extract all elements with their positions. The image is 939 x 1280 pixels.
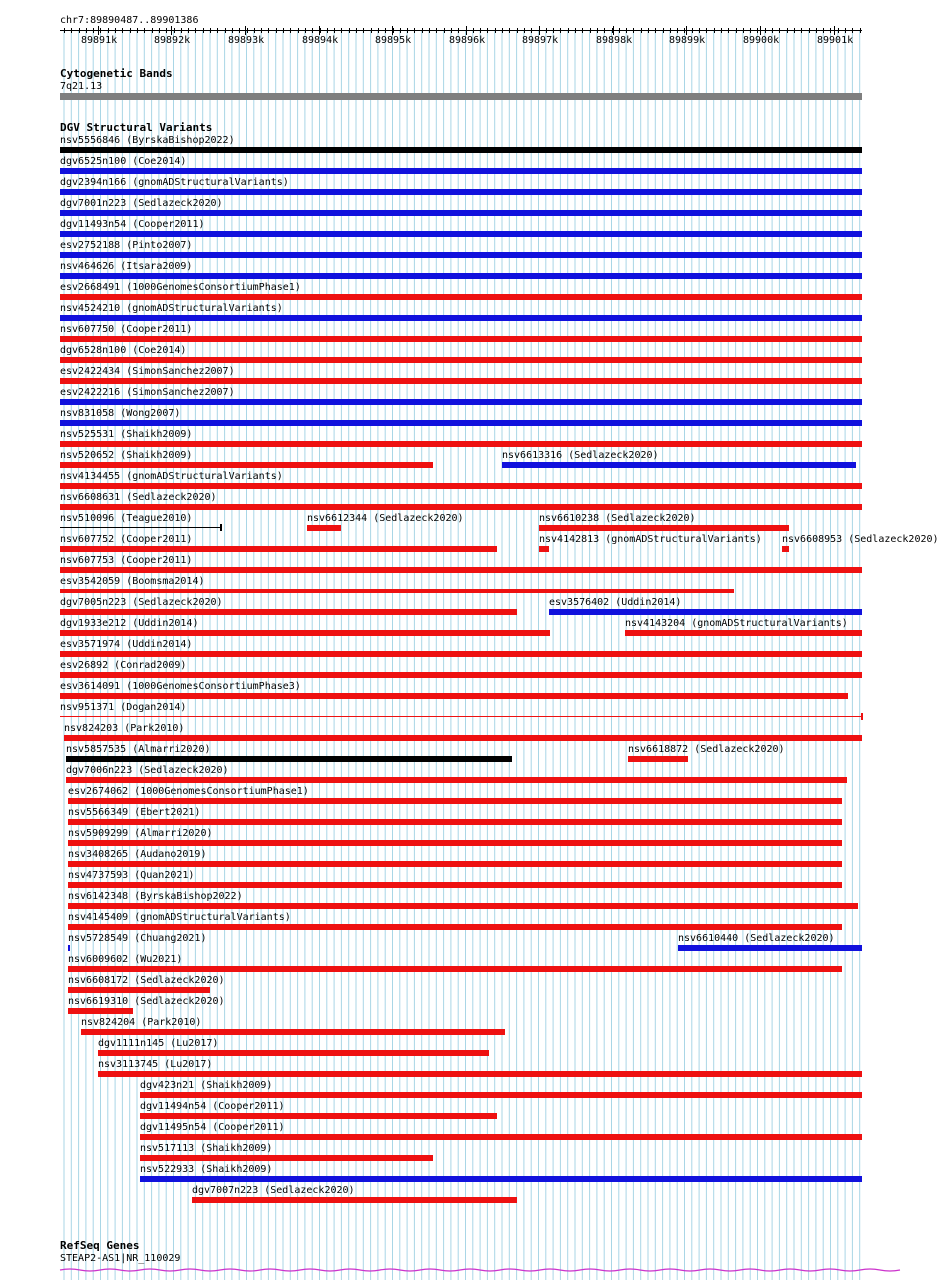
ruler-tick-label: 89901k: [817, 35, 854, 46]
feature-label[interactable]: nsv5857535 (Almarri2020): [66, 744, 211, 755]
ruler-tick-label: 89895k: [375, 35, 412, 46]
feature-label[interactable]: nsv6608631 (Sedlazeck2020): [60, 492, 217, 503]
feature-label[interactable]: nsv951371 (Dogan2014): [60, 702, 187, 713]
refseq-gene-line: [60, 1269, 900, 1271]
feature-label[interactable]: dgv7006n223 (Sedlazeck2020): [66, 765, 229, 776]
feature-label[interactable]: nsv3113745 (Lu2017): [98, 1059, 213, 1070]
feature-label[interactable]: nsv464626 (Itsara2009): [60, 261, 193, 272]
feature-label[interactable]: nsv6619310 (Sedlazeck2020): [68, 996, 225, 1007]
feature-label[interactable]: nsv510096 (Teague2010): [60, 513, 193, 524]
feature-label[interactable]: nsv6612344 (Sedlazeck2020): [307, 513, 464, 524]
feature-label[interactable]: esv2674062 (1000GenomesConsortiumPhase1): [68, 786, 309, 797]
feature-label[interactable]: esv3571974 (Uddin2014): [60, 639, 193, 650]
feature-label[interactable]: nsv4524210 (gnomADStructuralVariants): [60, 303, 283, 314]
feature-label[interactable]: nsv5909299 (Almarri2020): [68, 828, 213, 839]
feature-label[interactable]: esv2422434 (SimonSanchez2007): [60, 366, 235, 377]
feature-label[interactable]: nsv4134455 (gnomADStructuralVariants): [60, 471, 283, 482]
feature-label[interactable]: nsv520652 (Shaikh2009): [60, 450, 193, 461]
feature-label[interactable]: dgv11493n54 (Cooper2011): [60, 219, 205, 230]
feature-label[interactable]: nsv522933 (Shaikh2009): [140, 1164, 273, 1175]
feature-label[interactable]: nsv5566349 (Ebert2021): [68, 807, 201, 818]
feature-label[interactable]: esv2422216 (SimonSanchez2007): [60, 387, 235, 398]
feature-label[interactable]: nsv607752 (Cooper2011): [60, 534, 193, 545]
feature-label[interactable]: esv3576402 (Uddin2014): [549, 597, 682, 608]
feature-label[interactable]: nsv6610238 (Sedlazeck2020): [539, 513, 696, 524]
feature-label[interactable]: nsv6608953 (Sedlazeck2020): [782, 534, 939, 545]
refseq-track-title: RefSeq Genes: [60, 1239, 140, 1252]
feature-label[interactable]: nsv607750 (Cooper2011): [60, 324, 193, 335]
ruler-tick-label: 89894k: [302, 35, 339, 46]
feature-label[interactable]: nsv525531 (Shaikh2009): [60, 429, 193, 440]
feature-label[interactable]: nsv831058 (Wong2007): [60, 408, 181, 419]
ruler-tick-label: 89898k: [596, 35, 633, 46]
dgv-track-title: DGV Structural Variants: [60, 121, 213, 134]
ruler-tick-label: 89893k: [228, 35, 265, 46]
feature-label[interactable]: nsv824204 (Park2010): [81, 1017, 202, 1028]
feature-label[interactable]: dgv7001n223 (Sedlazeck2020): [60, 198, 223, 209]
feature-label[interactable]: esv26892 (Conrad2009): [60, 660, 187, 671]
feature-label[interactable]: dgv6528n100 (Coe2014): [60, 345, 187, 356]
feature-label[interactable]: nsv6142348 (ByrskaBishop2022): [68, 891, 243, 902]
feature-label[interactable]: dgv423n21 (Shaikh2009): [140, 1080, 273, 1091]
feature-label[interactable]: dgv11495n54 (Cooper2011): [140, 1122, 285, 1133]
feature-label[interactable]: esv3614091 (1000GenomesConsortiumPhase3): [60, 681, 301, 692]
feature-label[interactable]: nsv4142813 (gnomADStructuralVariants): [539, 534, 762, 545]
feature-label[interactable]: esv3542059 (Boomsma2014): [60, 576, 205, 587]
cytoband-label: 7q21.13: [60, 81, 103, 92]
feature-label[interactable]: nsv4145409 (gnomADStructuralVariants): [68, 912, 291, 923]
feature-label[interactable]: dgv7007n223 (Sedlazeck2020): [192, 1185, 355, 1196]
ruler-tick-label: 89900k: [743, 35, 780, 46]
feature-label[interactable]: dgv6525n100 (Coe2014): [60, 156, 187, 167]
ruler-tick-label: 89897k: [522, 35, 559, 46]
ruler-tick-label: 89896k: [449, 35, 486, 46]
feature-label[interactable]: nsv6608172 (Sedlazeck2020): [68, 975, 225, 986]
feature-label[interactable]: nsv6009602 (Wu2021): [68, 954, 183, 965]
feature-label[interactable]: esv2668491 (1000GenomesConsortiumPhase1): [60, 282, 301, 293]
feature-label[interactable]: nsv6610440 (Sedlazeck2020): [678, 933, 835, 944]
cytoband-track-title: Cytogenetic Bands: [60, 67, 173, 80]
feature-label[interactable]: nsv824203 (Park2010): [64, 723, 185, 734]
feature-label[interactable]: dgv11494n54 (Cooper2011): [140, 1101, 285, 1112]
feature-label[interactable]: dgv1111n145 (Lu2017): [98, 1038, 219, 1049]
feature-label[interactable]: dgv1933e212 (Uddin2014): [60, 618, 199, 629]
refseq-gene-label[interactable]: STEAP2-AS1|NR_110029: [60, 1253, 181, 1264]
ruler-tick-label: 89891k: [81, 35, 118, 46]
feature-label[interactable]: nsv4737593 (Quan2021): [68, 870, 195, 881]
feature-label[interactable]: nsv607753 (Cooper2011): [60, 555, 193, 566]
feature-label[interactable]: nsv4143204 (gnomADStructuralVariants): [625, 618, 848, 629]
position-label: chr7:89890487..89901386: [60, 15, 199, 26]
feature-label[interactable]: nsv517113 (Shaikh2009): [140, 1143, 273, 1154]
feature-label[interactable]: nsv5728549 (Chuang2021): [68, 933, 207, 944]
feature-label[interactable]: nsv6613316 (Sedlazeck2020): [502, 450, 659, 461]
feature-label[interactable]: nsv5556846 (ByrskaBishop2022): [60, 135, 235, 146]
ruler-tick-label: 89899k: [669, 35, 706, 46]
ruler-tick-label: 89892k: [154, 35, 191, 46]
feature-label[interactable]: nsv6618872 (Sedlazeck2020): [628, 744, 785, 755]
feature-label[interactable]: nsv3408265 (Audano2019): [68, 849, 207, 860]
feature-label[interactable]: dgv2394n166 (gnomADStructuralVariants): [60, 177, 289, 188]
feature-label[interactable]: dgv7005n223 (Sedlazeck2020): [60, 597, 223, 608]
feature-label[interactable]: esv2752188 (Pinto2007): [60, 240, 193, 251]
